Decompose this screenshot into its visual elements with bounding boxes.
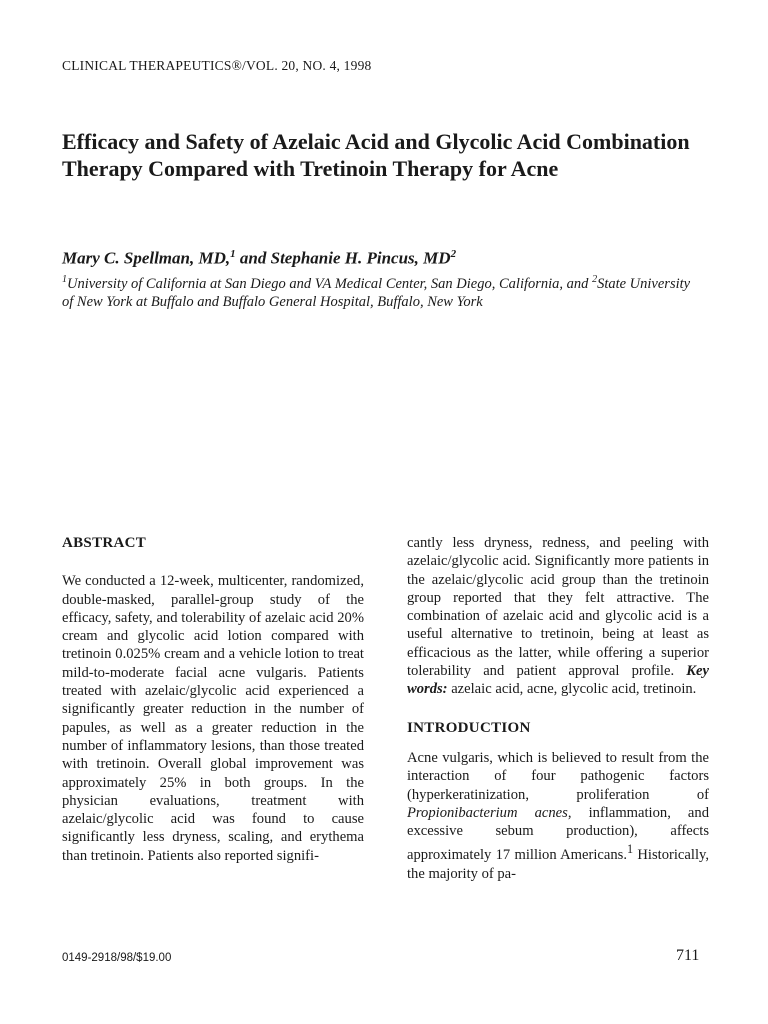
abstract-continuation: cantly less dryness, redness, and peeling with azelaic/glycolic acid. Significantly more patients in the azelaic/glycolic acid group than the tretinoin group reported that they felt attractive. The combination of azelaic acid and glycolic acid is a useful alternative to tretinoin, being at least as efficacious as the latter, while offering a superior tolerability and patient approval profile. — [407, 535, 709, 680]
abstract-body-right — [407, 534, 709, 699]
intro-species-name: Propionibacterium acnes — [407, 804, 568, 821]
intro-text-3: Historically, the majority of pa- — [407, 847, 709, 882]
article-title: Efficacy and Safety of Azelaic Acid and Glycolic Acid Combination Therapy Compared with Tretinoin Therapy for Acne — [62, 129, 690, 181]
author-2-affil-ref: 2 — [450, 248, 457, 260]
intro-text-2: , inflammation, and excessive sebum production), affects approximately 17 million Americans. — [407, 804, 709, 864]
intro-citation-ref: 1 — [627, 842, 634, 857]
author-1: Mary C. Spellman, MD, — [62, 248, 231, 268]
author-line — [62, 248, 712, 269]
author-1-affil-ref: 1 — [230, 248, 236, 260]
author-2: Stephanie H. Pincus, MD — [270, 248, 451, 268]
affil-1-marker: 1 — [62, 274, 67, 285]
right-column — [407, 534, 709, 883]
affil-1-text: University of California at San Diego and VA Medical Center, San Diego, California, and — [67, 275, 593, 292]
abstract-heading: ABSTRACT — [62, 535, 147, 551]
left-column — [62, 534, 364, 865]
footer-code: 0149-2918/98/$19.00 — [62, 952, 172, 964]
introduction-heading: INTRODUCTION — [407, 719, 531, 736]
introduction-body — [407, 749, 709, 883]
journal-header: CLINICAL THERAPEUTICS®/VOL. 20, NO. 4, 1998 — [62, 58, 372, 73]
affil-2-marker: 2 — [592, 274, 598, 285]
page-number: 711 — [676, 947, 700, 964]
abstract-body-left: We conducted a 12-week, multicenter, randomized, double-masked, parallel-group study of the efficacy, safety, and tolerability of azelaic acid 20% cream and glycolic acid lotion compared with tretinoin 0.025% cream and a vehicle lotion to treat mild-to-moderate facial acne vulgaris. Patients treated with azelaic/glycolic acid experienced a significantly greater reduction in the number of papules, as well as a greater reduction in the number of inflammatory lesions, than those treated with tretinoin. Overall global improvement was approximately 25% in both groups. In the physician evaluations, treatment with azelaic/glycolic acid was found to cause significantly less dryness, scaling, and erythema than tretinoin. Patients also reported signifi- — [62, 573, 364, 864]
keywords-list: azelaic acid, acne, glycolic acid, tretinoin. — [447, 681, 697, 698]
affiliations — [62, 271, 702, 311]
intro-text-1: Acne vulgaris, which is believed to result from the interaction of four pathogenic factors (hyperkeratinization, proliferation of — [407, 749, 709, 803]
author-conjunction: and — [235, 248, 271, 268]
keywords-label: Key words: — [407, 663, 709, 698]
affil-2-text: State University of New York at Buffalo and Buffalo General Hospital, Buffalo, New York — [62, 275, 691, 310]
